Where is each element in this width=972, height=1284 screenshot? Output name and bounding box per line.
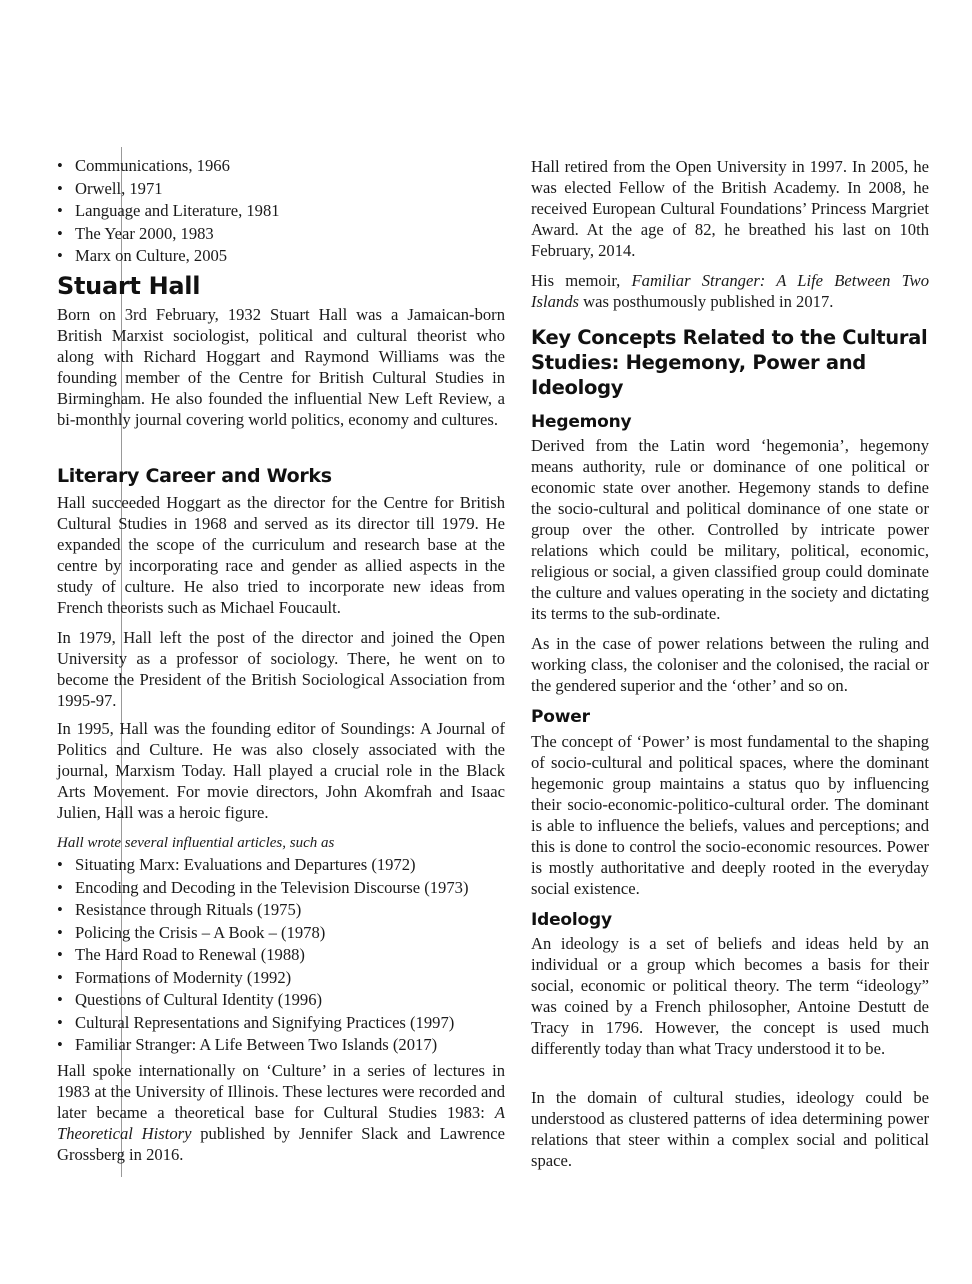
list-item: • Encoding and Decoding in the Television Discourse (1973)	[57, 877, 505, 900]
list-item: • Policing the Crisis – A Book – (1978)	[57, 922, 505, 945]
bullet-icon: •	[57, 922, 63, 942]
list-item: • The Year 2000, 1983	[57, 223, 505, 246]
retirement-paragraph: Hall retired from the Open University in 1997. In 2005, he was elected Fellow of the British Academy. In 2008, he received European Cultural Foundations’ Princess Margriet Award. At the age of 82, he breathed his last on 10th February, 2014.	[531, 157, 929, 260]
list-item: • Cultural Representations and Signifying Practices (1997)	[57, 1012, 505, 1035]
section-heading-stuart-hall: Stuart Hall	[57, 272, 201, 300]
lectures-paragraph: Hall spoke internationally on ‘Culture’ in a series of lectures in 1983 at the University of Illinois. These lectures were recorded and later became a theoretical base for Cultural Studies 1983: A Theoretical History published by Jennifer Slack and Lawrence Grossberg in 2016.	[57, 1061, 505, 1164]
section-heading-literary-career: Literary Career and Works	[57, 465, 332, 487]
subheading-ideology: Ideology	[531, 910, 612, 930]
subheading-power: Power	[531, 707, 590, 727]
bullet-icon: •	[57, 855, 63, 874]
career-paragraph-2: In 1979, Hall left the post of the director and joined the Open University as a professor of sociology. There, he went on to become the President of the British Sociological Association from 1995-97.	[57, 628, 505, 710]
list-item: • Familiar Stranger: A Life Between Two Islands (2017)	[57, 1034, 505, 1057]
section-heading-key-concepts: Key Concepts Related to the Cultural Studies: Hegemony, Power and Ideology	[531, 326, 928, 399]
list-item: • The Hard Road to Renewal (1988)	[57, 944, 505, 967]
memoir-title: Familiar Stranger: A Life Between Two Islands	[531, 271, 929, 311]
hegemony-paragraph-2: As in the case of power relations between the ruling and working class, the coloniser and the colonised, the racial or the gendered superior and the ‘other’ and so on.	[531, 634, 929, 695]
list-item: • Marx on Culture, 2005	[57, 245, 505, 268]
ideology-paragraph-1: An ideology is a set of beliefs and ideas held by an individual or a group which becomes a basis for their social, economic or political theory. The term “ideology” was coined by a French philosopher, Antoine Destutt de Tracy in 1796. However, the concept is used much differently today than what Tracy understood it to be.	[531, 934, 929, 1058]
ideology-paragraph-2: In the domain of cultural studies, ideology could be understood as clustered patterns of idea determining power relations that steer within a complex social and political space.	[531, 1088, 929, 1170]
bullet-icon: •	[57, 1035, 63, 1054]
articles-list	[57, 854, 505, 1057]
works-list	[57, 155, 505, 268]
career-paragraph-3: In 1995, Hall was the founding editor of Soundings: A Journal of Politics and Culture. He was also closely associated with the journal, Marxism Today. Hall played a crucial role in the Black Arts Movement. For movie directors, John Akomfrah and Isaac Julien, Hall was a heroic figure.	[57, 719, 505, 822]
power-paragraph: The concept of ‘Power’ is most fundamental to the shaping of socio-cultural and political spaces, where the dominant hegemonic group maintains a status quo by influencing their socio-economic-politico-cultural order. The dominant is able to influence the beliefs, values and perceptions; and this is done to control the socio-economic resources. Power is mostly authoritative and deeply rooted in the everyday social existence.	[531, 732, 929, 898]
articles-intro: Hall wrote several influential articles, such as	[57, 835, 335, 851]
list-item: • Resistance through Rituals (1975)	[57, 899, 505, 922]
list-item: • Communications, 1966	[57, 155, 505, 178]
list-item: • Orwell, 1971	[57, 178, 505, 201]
bullet-icon: •	[57, 201, 63, 220]
bullet-icon: •	[57, 156, 63, 175]
book-title: A Theoretical History	[57, 1103, 505, 1143]
memoir-paragraph: His memoir, Familiar Stranger: A Life Between Two Islands was posthumously published in 2017.	[531, 271, 929, 311]
bullet-icon: •	[57, 223, 63, 243]
bullet-icon: •	[57, 990, 63, 1009]
bullet-icon: •	[57, 1012, 63, 1032]
hegemony-paragraph-1: Derived from the Latin word ‘hegemonia’, hegemony means authority, rule or dominance of one political or economic state over another. Hegemony stands to define the socio-cultural and political dominance of one state or group over the other. Controlled by intricate power relations which could be military, political, economic, religious or social, a given classified group could dominate the culture and values operating in the society and dictating its terms to the sub-ordinate.	[531, 436, 929, 623]
career-paragraph-1: Hall succeeded Hoggart as the director for the Centre for British Cultural Studies in 1968 and served as its director till 1979. He expanded the scope of the curriculum and research base at the centre by incorporating race and gender as allied aspects in the study of culture. He also tried to incorporate new ideas from French theorists such as Michael Foucault.	[57, 493, 505, 617]
bullet-icon: •	[57, 178, 63, 198]
list-item: • Situating Marx: Evaluations and Departures (1972)	[57, 854, 505, 877]
subheading-hegemony: Hegemony	[531, 412, 632, 432]
bullet-icon: •	[57, 877, 63, 897]
list-item: • Formations of Modernity (1992)	[57, 967, 505, 990]
bio-paragraph: Born on 3rd February, 1932 Stuart Hall was a Jamaican-born British Marxist sociologist, political and cultural theorist who along with Richard Hoggart and Raymond Williams was the founding member of the Centre for British Cultural Studies in Birmingham. He also founded the influential New Left Review, a bi-monthly journal covering world politics, economy and cultures.	[57, 305, 505, 429]
bullet-icon: •	[57, 900, 63, 919]
list-item: • Questions of Cultural Identity (1996)	[57, 989, 505, 1012]
list-item: • Language and Literature, 1981	[57, 200, 505, 223]
bullet-icon: •	[57, 967, 63, 987]
bullet-icon: •	[57, 945, 63, 964]
bullet-icon: •	[57, 246, 63, 265]
